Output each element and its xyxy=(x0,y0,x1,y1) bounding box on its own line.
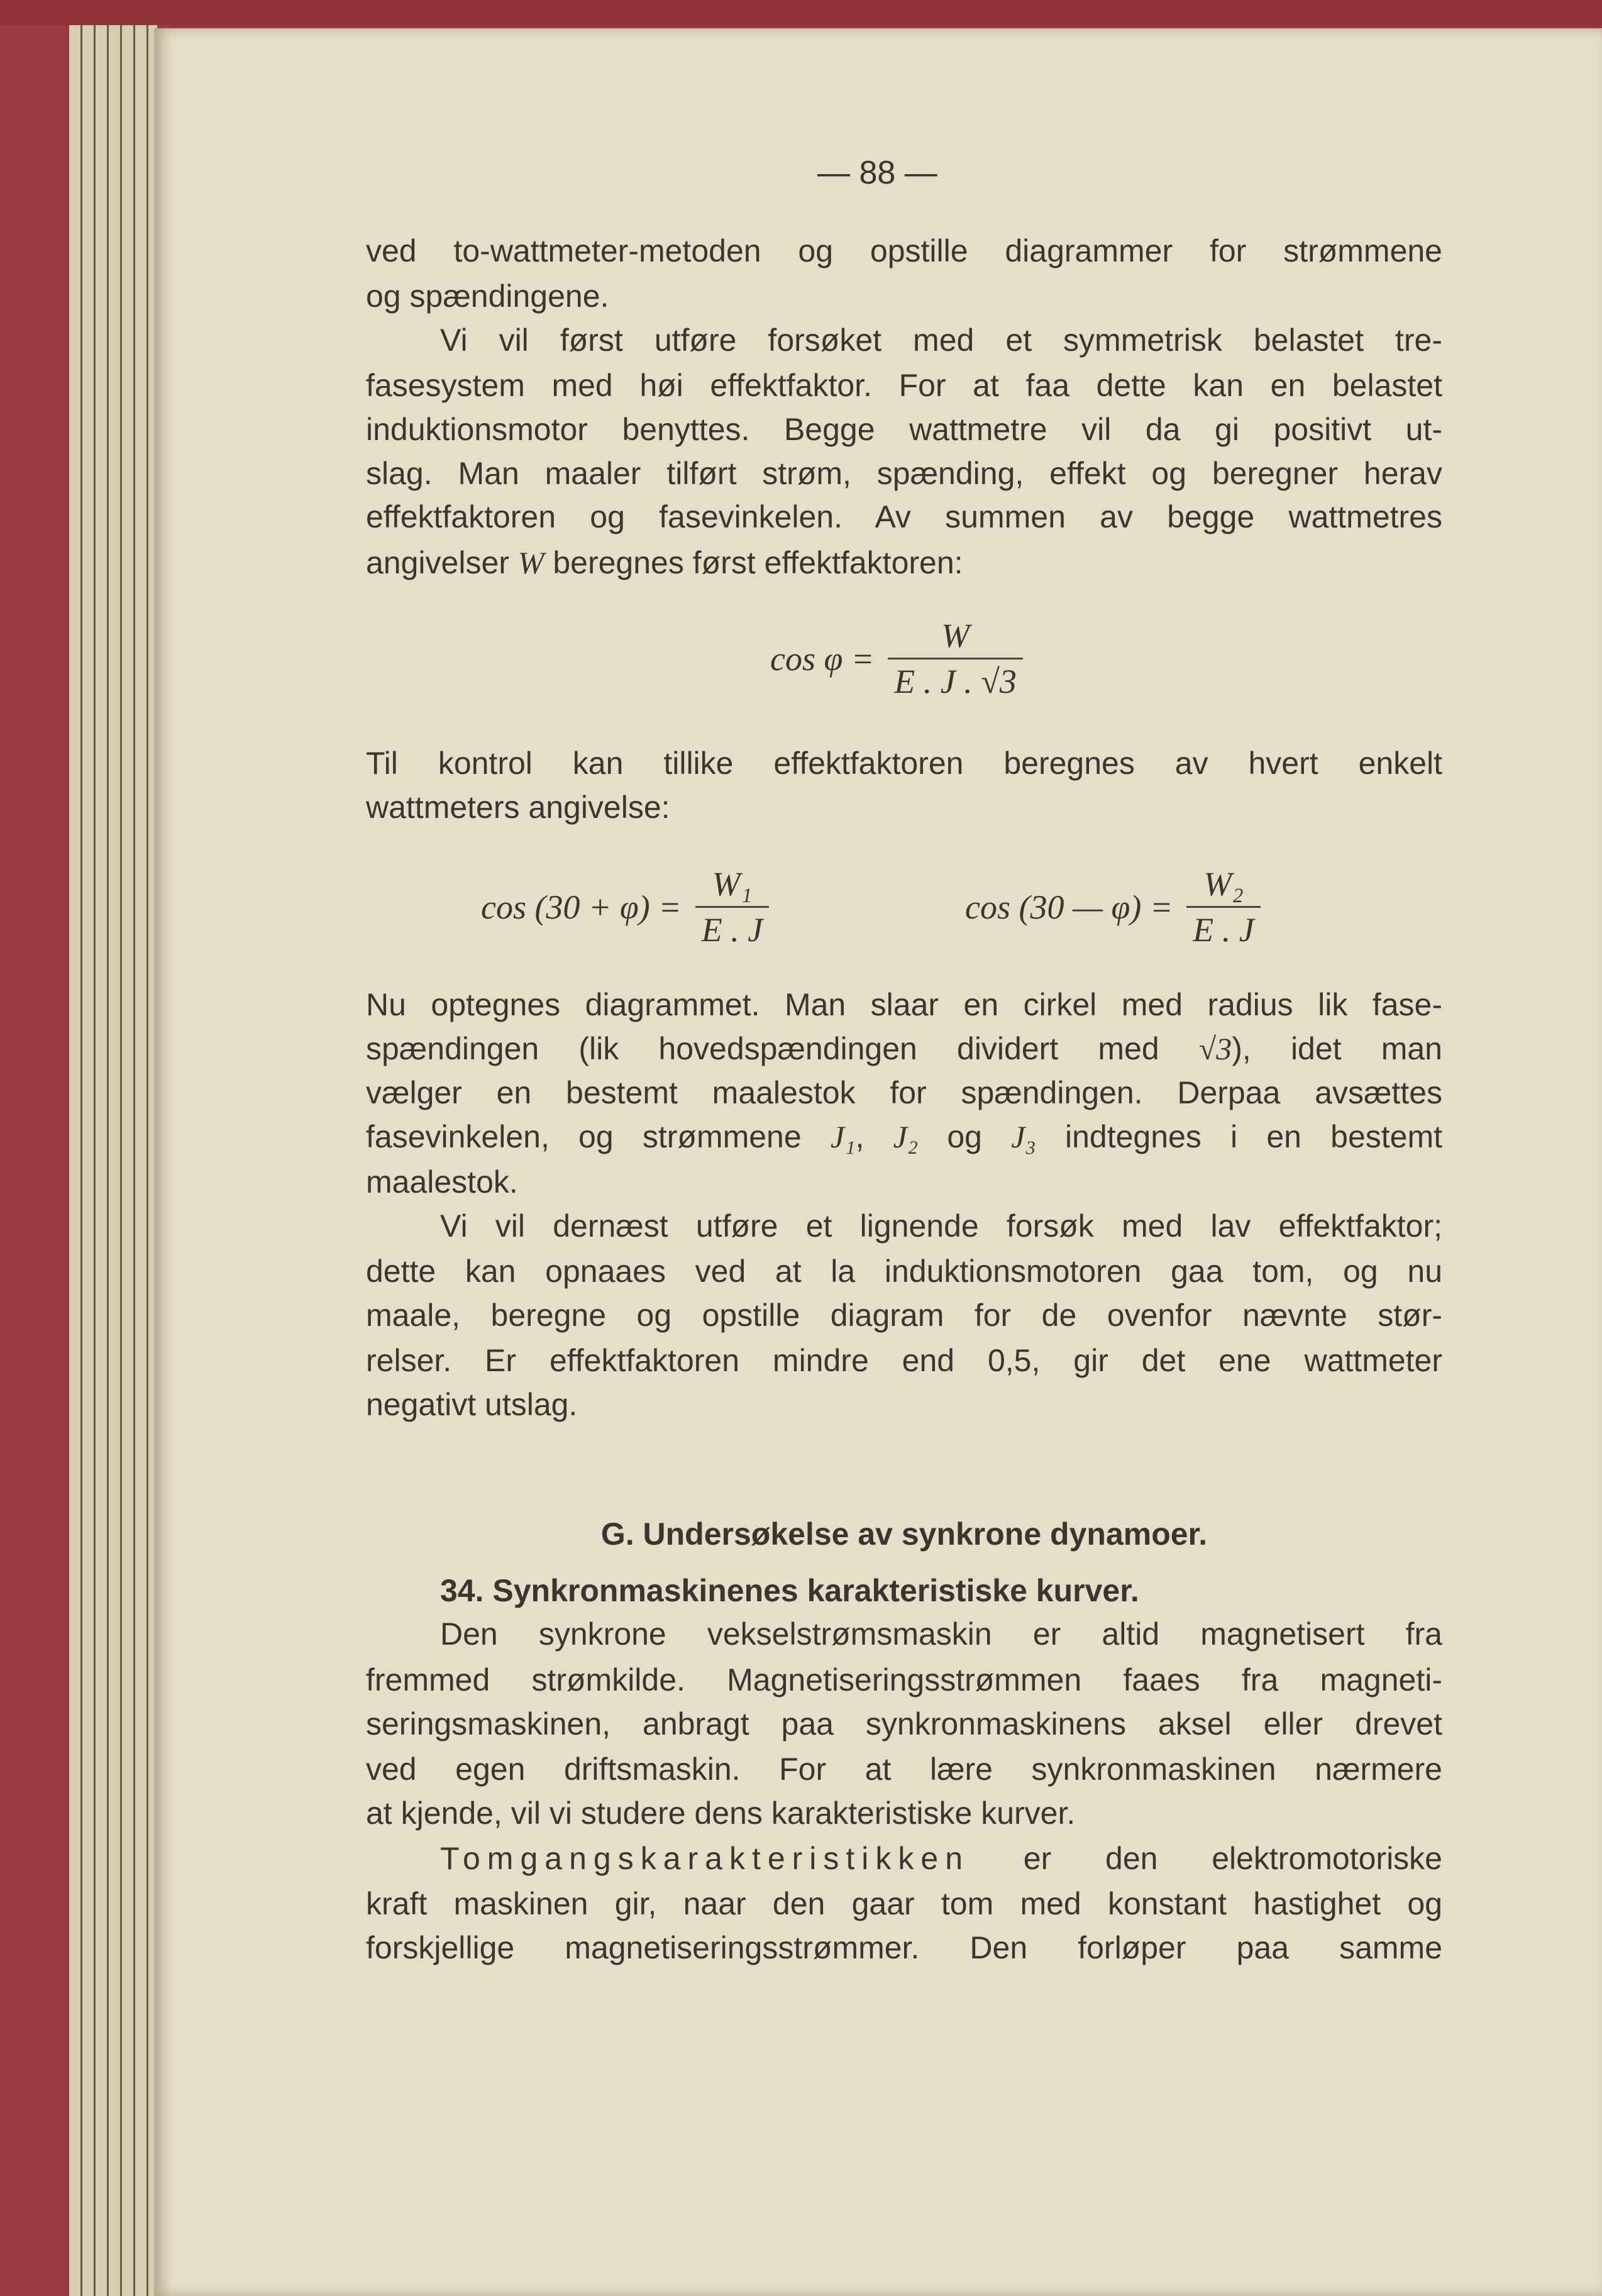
text-line xyxy=(366,1661,1442,1699)
text-segment: J₃ xyxy=(1011,1119,1036,1154)
text-segment: slag. Man maaler tilført strøm, spænding, effekt og beregner herav xyxy=(366,456,1442,491)
text-segment: Vi vil dernæst utføre et lignende forsøk med lav effektfaktor; xyxy=(440,1208,1442,1244)
text-segment: J₁ xyxy=(830,1119,856,1154)
text-line xyxy=(366,411,1442,448)
formula-denominator: E . J . √3 xyxy=(888,658,1023,701)
text-line xyxy=(366,788,1442,826)
text-line xyxy=(440,321,1442,359)
text-line xyxy=(366,498,1442,536)
formula-denominator: E . J xyxy=(1186,906,1260,949)
text-segment: √3 xyxy=(1198,1031,1232,1066)
text-segment: relser. Er effektfaktoren mindre end 0,5, gir det ene wattmeter xyxy=(366,1343,1442,1378)
text-segment: ved egen driftsmaskin. For at lære synkronmaskinen nærmere xyxy=(366,1752,1442,1787)
text-segment: indtegnes i en bestemt xyxy=(1036,1119,1443,1154)
text-segment: seringsmaskinen, anbragt paa synkronmaskinens aksel eller drevet xyxy=(366,1706,1442,1741)
text-segment: maale, beregne og opstille diagram for de ovenfor nævnte stør- xyxy=(366,1298,1442,1333)
formula-lhs: cos (30 + φ) = xyxy=(481,888,682,926)
text-segment: dette kan opnaaes ved at la induktionsmotoren gaa tom, og nu xyxy=(366,1254,1442,1289)
text-segment: spændingen (lik hovedspændingen dividert med xyxy=(366,1031,1199,1066)
formula-numerator: W₁ xyxy=(712,865,753,903)
formula-denominator: E . J xyxy=(695,906,769,949)
text-segment: negativt utslag. xyxy=(366,1387,578,1422)
formula-numerator: W xyxy=(941,617,970,654)
text-line xyxy=(440,1207,1442,1245)
text-line xyxy=(366,544,1442,582)
page-number: — 88 — xyxy=(817,155,937,191)
text-line xyxy=(366,1342,1442,1379)
text-segment: og xyxy=(918,1119,1012,1154)
text-segment: wattmeters angivelse: xyxy=(366,790,670,825)
text-line xyxy=(366,1705,1442,1743)
text-line xyxy=(366,277,1442,315)
formula-numerator: W₂ xyxy=(1203,865,1244,903)
formula-cos-30-plus-phi xyxy=(481,864,769,949)
text-line xyxy=(366,1794,1442,1832)
text-segment: kraft maskinen gir, naar den gaar tom med konstant hastighet og xyxy=(366,1886,1442,1921)
text-line xyxy=(440,1840,1442,1877)
text-segment: fremmed strømkilde. Magnetiseringsstrømmen faaes fra magneti- xyxy=(366,1662,1442,1697)
text-segment: Tomgangskarakteristikken xyxy=(440,1841,970,1876)
text-line xyxy=(366,1163,1442,1201)
text-segment: forskjellige magnetiseringsstrømmer. Den forløper paa samme xyxy=(366,1930,1442,1965)
text-line xyxy=(366,455,1442,492)
text-line xyxy=(366,1386,1442,1423)
binding-top xyxy=(0,0,1602,25)
text-line xyxy=(366,1118,1442,1156)
text-segment: angivelser xyxy=(366,545,518,580)
text-line xyxy=(366,1074,1442,1112)
text-line xyxy=(366,1296,1442,1334)
text-line xyxy=(440,1615,1442,1653)
text-line xyxy=(366,232,1442,270)
text-segment: at kjende, vil vi studere dens karakteristiske kurver. xyxy=(366,1796,1076,1831)
text-segment: W xyxy=(517,545,544,580)
text-segment: Vi vil først utføre forsøket med et symmetrisk belastet tre- xyxy=(440,323,1442,358)
text-segment: ), idet man xyxy=(1232,1031,1442,1066)
formula-cos-phi xyxy=(770,616,1023,701)
text-segment: induktionsmotor benyttes. Begge wattmetre vil da gi positivt ut- xyxy=(366,412,1442,447)
text-line xyxy=(366,1929,1442,1967)
text-segment: ved to-wattmeter-metoden og opstille diagrammer for strømmene xyxy=(366,233,1442,268)
subsection-heading: 34. Synkronmaskinenes karakteristiske kurver. xyxy=(440,1573,1139,1608)
text-segment: Den synkrone vekselstrømsmaskin er altid magnetisert fra xyxy=(440,1616,1442,1652)
text-line xyxy=(366,744,1442,782)
formula-lhs: cos (30 — φ) = xyxy=(965,888,1173,926)
text-segment: er den elektromotoriske xyxy=(969,1841,1442,1876)
text-segment: fasevinkelen, og strømmene xyxy=(366,1119,831,1154)
text-segment: , xyxy=(855,1119,893,1154)
text-segment: J₂ xyxy=(893,1119,919,1154)
text-line xyxy=(366,1030,1442,1068)
text-segment: Nu optegnes diagrammet. Man slaar en cirkel med radius lik fase- xyxy=(366,987,1442,1022)
section-heading: G. Undersøkelse av synkrone dynamoer. xyxy=(600,1516,1208,1552)
text-line xyxy=(366,1885,1442,1923)
text-segment: beregnes først effektfaktoren: xyxy=(544,545,963,580)
text-segment: fasesystem med høi effektfaktor. For at faa dette kan en belastet xyxy=(366,368,1442,403)
text-line xyxy=(366,367,1442,404)
text-segment: maalestok. xyxy=(366,1164,518,1200)
text-segment: effektfaktoren og fasevinkelen. Av summen av begge wattmetres xyxy=(366,499,1442,534)
text-line xyxy=(366,986,1442,1024)
page-edges xyxy=(69,25,157,2296)
formula-cos-30-minus-phi xyxy=(965,864,1261,949)
text-line xyxy=(366,1252,1442,1290)
text-segment: vælger en bestemt maalestok for spændingen. Derpaa avsættes xyxy=(366,1075,1442,1110)
text-segment: Til kontrol kan tillike effektfaktoren beregnes av hvert enkelt xyxy=(366,746,1442,781)
text-line xyxy=(366,1750,1442,1788)
text-segment: og spændingene. xyxy=(366,279,609,314)
formula-lhs: cos φ = xyxy=(770,639,875,678)
